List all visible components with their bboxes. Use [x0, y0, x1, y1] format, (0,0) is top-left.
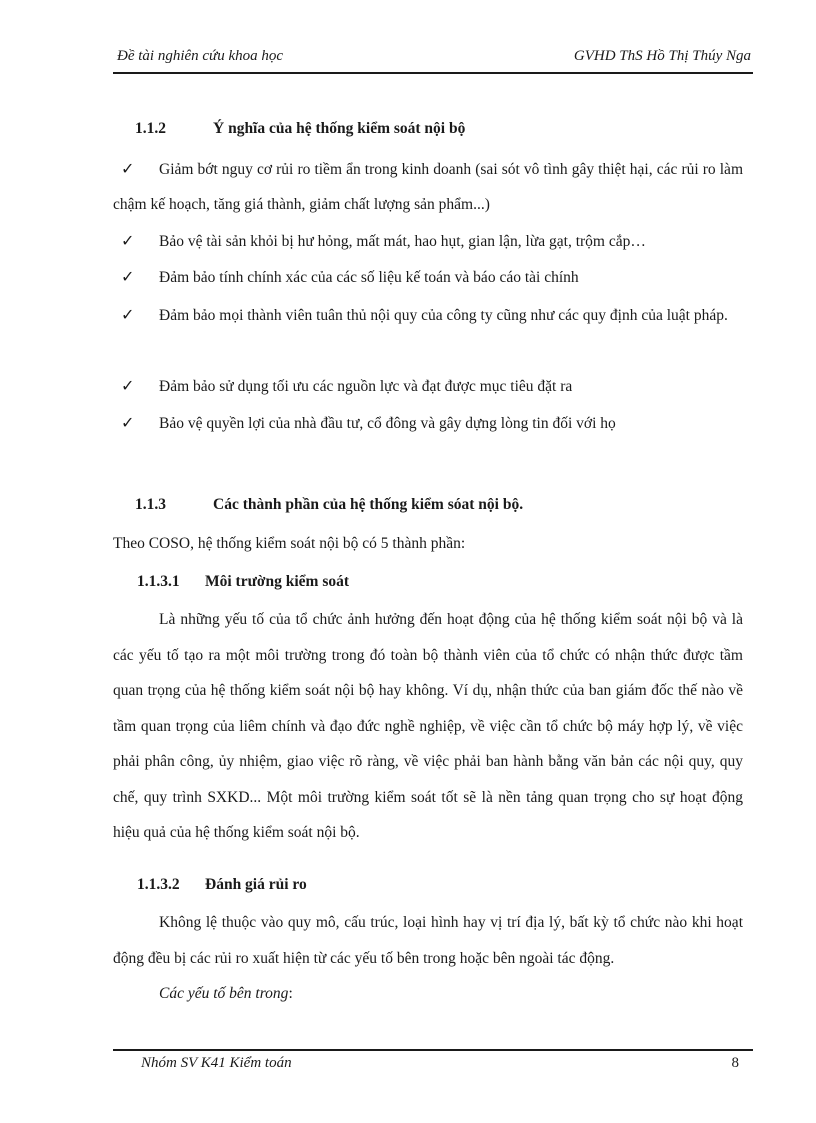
footer-group: Nhóm SV K41 Kiểm toán: [141, 1055, 292, 1071]
page-footer: [113, 1055, 753, 1077]
footer-rule: [113, 1049, 753, 1051]
check-mark-icon: ✓: [121, 161, 135, 178]
heading-title: Đánh giá rủi ro: [205, 876, 307, 893]
paragraph-control-environment: Là những yếu tố của tổ chức ảnh hưởng đến hoạt động của hệ thống kiểm soát nội bộ và là các yếu tố tạo ra một môi trường trong đó toàn bộ thành viên của tổ chức có nhận thức được tầm quan trọng của hệ thống kiểm soát nội bộ hay không. Ví dụ, nhận thức của ban giám đốc thế nào về tầm quan trọng của liêm chính và đạo đức nghề nghiệp, về việc cần tổ chức bộ máy hợp lý, về việc phải phân công, ủy nhiệm, giao việc rõ ràng, về việc phải ban hành bằng văn bản các nội quy, quy chế, quy trình SXKD... Một môi trường kiểm soát tốt sẽ là nền tảng quan trọng cho sự hoạt động hiệu quả của hệ thống kiểm soát nội bộ.: [113, 611, 743, 841]
subheading-colon: :: [288, 985, 293, 1002]
heading-number: 1.1.3.2: [137, 876, 180, 893]
bullet-text: Bảo vệ quyền lợi của nhà đầu tư, cổ đông và gây dựng lòng tin đối với họ: [159, 415, 616, 432]
subheading-text: Các yếu tố bên trong: [159, 985, 289, 1002]
header-rule: [113, 72, 753, 74]
page-number: 8: [731, 1055, 739, 1071]
section-intro: Theo COSO, hệ thống kiểm soát nội bộ có 5 thành phần:: [113, 535, 466, 552]
bullet-item: [113, 298, 743, 333]
bullet-item: [113, 260, 743, 295]
check-mark-icon: ✓: [121, 269, 135, 286]
internal-factors-subheading: [113, 976, 743, 1012]
heading-number: 1.1.3.1: [137, 573, 180, 590]
header-topic: Đề tài nghiên cứu khoa học: [117, 48, 284, 64]
paragraph-risk-assessment: Không lệ thuộc vào quy mô, cấu trúc, loại hình hay vị trí địa lý, bất kỳ tổ chức nào khi hoạt động đều bị các rủi ro xuất hiện từ các yếu tố bên trong hoặc bên ngoài tác động.: [113, 914, 743, 967]
heading-title: Môi trường kiểm soát: [205, 573, 350, 590]
check-mark-icon: ✓: [121, 307, 135, 324]
bullet-text: Đảm bảo sử dụng tối ưu các nguồn lực và đạt được mục tiêu đặt ra: [159, 378, 573, 395]
check-mark-icon: ✓: [121, 415, 135, 432]
header-supervisor: GVHD ThS Hồ Thị Thúy Nga: [573, 48, 751, 64]
bullet-text: Bảo vệ tài sản khỏi bị hư hỏng, mất mát, hao hụt, gian lận, lừa gạt, trộm cắp…: [159, 233, 646, 250]
heading-title: Ý nghĩa của hệ thống kiểm soát nội bộ: [213, 120, 466, 137]
bullet-item: [113, 224, 743, 259]
heading-number: 1.1.2: [135, 120, 166, 137]
check-mark-icon: ✓: [121, 378, 135, 395]
heading-title: Các thành phần của hệ thống kiểm sóat nội bộ.: [213, 496, 524, 513]
bullet-text: Đảm bảo tính chính xác của các số liệu kế toán và báo cáo tài chính: [159, 269, 579, 286]
bullet-item: [113, 152, 743, 222]
bullet-item: [113, 406, 743, 441]
bullet-text: Đảm bảo mọi thành viên tuân thủ nội quy của công ty cũng như các quy định của luật pháp.: [159, 307, 728, 324]
bullet-text: Giảm bớt nguy cơ rủi ro tiềm ẩn trong kinh doanh (sai sót vô tình gây thiệt hại, các rủi ro làm chậm kế hoạch, tăng giá thành, giảm chất lượng sản phẩm...): [113, 161, 743, 213]
check-mark-icon: ✓: [121, 233, 135, 250]
heading-number: 1.1.3: [135, 496, 166, 513]
bullet-item: [113, 369, 743, 404]
page-header: [113, 48, 753, 72]
